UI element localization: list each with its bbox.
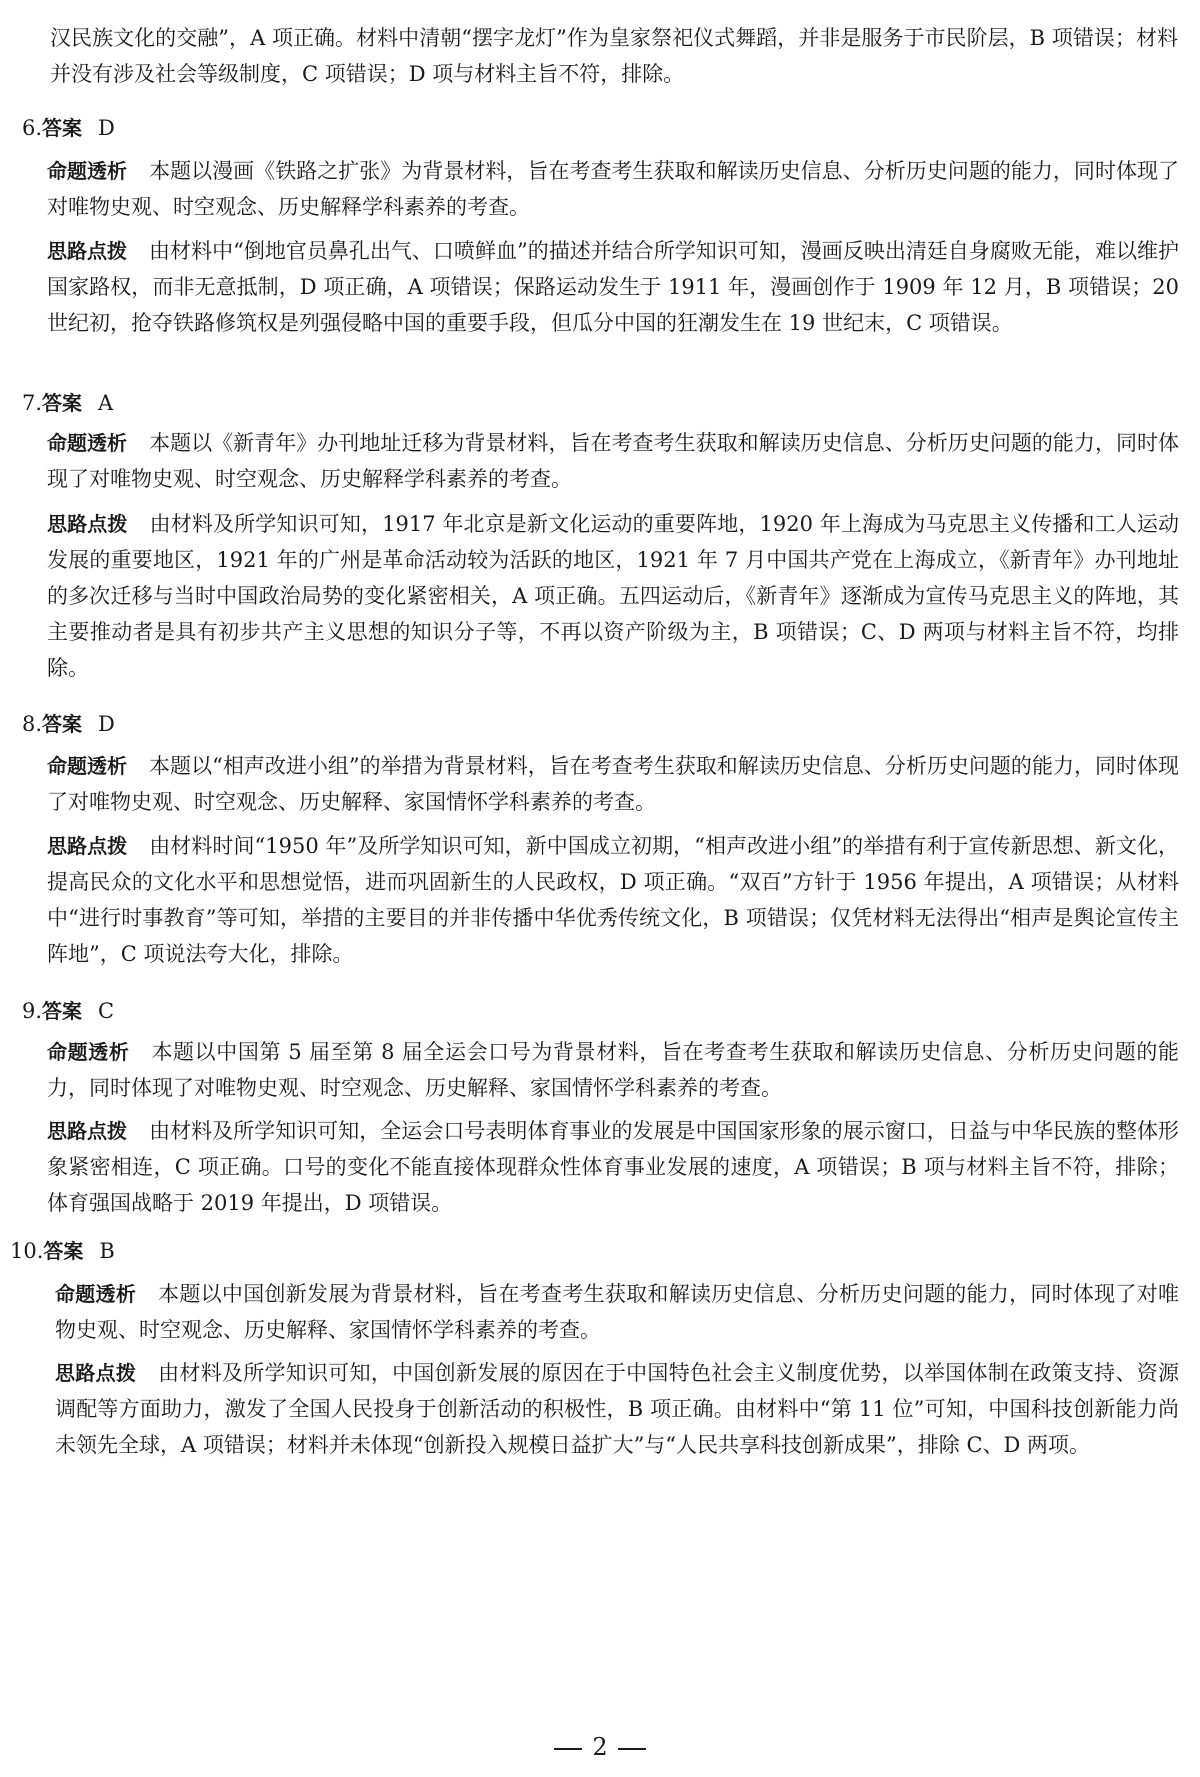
question-number: 8.: [22, 712, 43, 736]
purpose-label: 命题透析: [47, 159, 128, 183]
answer-line: [22, 993, 114, 1029]
answer-line: [10, 1233, 115, 1269]
analysis-paragraph: [47, 506, 1179, 686]
analysis-label: 思路点拨: [47, 1119, 128, 1143]
answer-label: 答案: [42, 116, 83, 140]
answer-value: C: [98, 999, 115, 1023]
question-number: 10.: [10, 1239, 44, 1263]
answer-value: A: [98, 391, 114, 415]
analysis-paragraph: [47, 828, 1179, 972]
purpose-paragraph: [47, 425, 1179, 497]
question-number: 7.: [22, 391, 43, 415]
analysis-paragraph: [47, 233, 1179, 341]
purpose-paragraph: [47, 153, 1179, 225]
analysis-paragraph: [47, 1113, 1179, 1221]
answer-line: [22, 110, 115, 146]
answer-line: [22, 385, 113, 421]
analysis-text: 由材料及所学知识可知，1917 年北京是新文化运动的重要阵地，1920 年上海成为马克思主义传播和工人运动发展的重要地区，1921 年的广州是革命活动较为活跃的地区，1921 年 7 月中国共产党在上海成立，《新青年》办刊地址的多次迁移与当时中国政治局势的变化紧密相关，A 项正确。五四运动后，《新青年》逐渐成为宣传马克思主义的阵地，其主要推动者是具有初步共产主义思想的知识分子等，不再以资产阶级为主，B 项错误；C、D 两项与材料主旨不符，均排除。: [47, 512, 1180, 680]
page-number: 2: [592, 1733, 608, 1761]
question-number: 6.: [22, 116, 43, 140]
answer-line: [22, 706, 115, 742]
answer-value: B: [99, 1239, 115, 1263]
purpose-paragraph: [47, 1034, 1179, 1106]
continued-analysis-text: 汉民族文化的交融”，A 项正确。材料中清朝“摆字龙灯”作为皇家祭祀仪式舞蹈，并非是服务于市民阶层，B 项错误；材料并没有涉及社会等级制度，C 项错误；D 项与材料主旨不符，排除。: [50, 26, 1178, 86]
answer-label: 答案: [43, 1239, 84, 1263]
answer-label: 答案: [42, 712, 83, 736]
purpose-text: 本题以《新青年》办刊地址迁移为背景材料，旨在考查考生获取和解读历史信息、分析历史问题的能力，同时体现了对唯物史观、时空观念、历史解释学科素养的考查。: [47, 431, 1179, 491]
analysis-text: 由材料时间“1950 年”及所学知识可知，新中国成立初期，“相声改进小组”的举措有利于宣传新思想、新文化，提高民众的文化水平和思想觉悟，进而巩固新生的人民政权，D 项正确。“双百”方针于 1956 年提出，A 项错误；从材料中“进行时事教育”等可知，举措的主要目的并非传播中华优秀传统文化，B 项错误；仅凭材料无法得出“相声是舆论宣传主阵地”，C 项说法夸大化，排除。: [47, 834, 1179, 966]
question-number: 9.: [22, 999, 43, 1023]
analysis-paragraph: [55, 1355, 1179, 1463]
purpose-paragraph: [55, 1276, 1179, 1348]
analysis-text: 由材料中“倒地官员鼻孔出气、口喷鲜血”的描述并结合所学知识可知，漫画反映出清廷自身腐败无能，难以维护国家路权，而非无意抵制，D 项正确，A 项错误；保路运动发生于 1911 年，漫画创作于 1909 年 12 月，B 项错误；20 世纪初，抢夺铁路修筑权是列强侵略中国的重要手段，但瓜分中国的狂潮发生在 19 世纪末，C 项错误。: [47, 239, 1180, 335]
purpose-text: 本题以中国第 5 届至第 8 届全运会口号为背景材料，旨在考查考生获取和解读历史信息、分析历史问题的能力，同时体现了对唯物史观、时空观念、历史解释、家国情怀学科素养的考查。: [47, 1040, 1180, 1100]
purpose-label: 命题透析: [47, 431, 128, 455]
analysis-label: 思路点拨: [55, 1361, 137, 1385]
analysis-label: 思路点拨: [47, 834, 128, 858]
analysis-text: 由材料及所学知识可知，中国创新发展的原因在于中国特色社会主义制度优势，以举国体制在政策支持、资源调配等方面助力，激发了全国人民投身于创新活动的积极性，B 项正确。由材料中“第 11 位”可知，中国科技创新能力尚未领先全球，A 项错误；材料并未体现“创新投入规模日益扩大”与“人民共享科技创新成果”，排除 C、D 两项。: [55, 1361, 1180, 1457]
purpose-text: 本题以中国创新发展为背景材料，旨在考查考生获取和解读历史信息、分析历史问题的能力，同时体现了对唯物史观、时空观念、历史解释、家国情怀学科素养的考查。: [55, 1282, 1180, 1342]
page-footer: [0, 1732, 1200, 1762]
purpose-paragraph: [47, 748, 1179, 820]
purpose-text: 本题以“相声改进小组”的举措为背景材料，旨在考查考生获取和解读历史信息、分析历史问题的能力，同时体现了对唯物史观、时空观念、历史解释、家国情怀学科素养的考查。: [47, 754, 1180, 814]
footer-dash-left: [554, 1748, 582, 1750]
footer-dash-right: [618, 1748, 646, 1750]
analysis-label: 思路点拨: [47, 512, 128, 536]
purpose-text: 本题以漫画《铁路之扩张》为背景材料，旨在考查考生获取和解读历史信息、分析历史问题的能力，同时体现了对唯物史观、时空观念、历史解释学科素养的考查。: [47, 159, 1179, 219]
analysis-text: 由材料及所学知识可知，全运会口号表明体育事业的发展是中国国家形象的展示窗口，日益与中华民族的整体形象紧密相连，C 项正确。口号的变化不能直接体现群众性体育事业发展的速度，A 项错误；B 项与材料主旨不符，排除；体育强国战略于 2019 年提出，D 项错误。: [47, 1119, 1179, 1215]
answer-label: 答案: [42, 999, 83, 1023]
purpose-label: 命题透析: [47, 754, 128, 778]
answer-value: D: [98, 712, 115, 736]
answer-value: D: [98, 116, 115, 140]
analysis-label: 思路点拨: [47, 239, 128, 263]
answer-label: 答案: [42, 391, 83, 415]
purpose-label: 命题透析: [47, 1040, 130, 1064]
purpose-label: 命题透析: [55, 1282, 137, 1306]
